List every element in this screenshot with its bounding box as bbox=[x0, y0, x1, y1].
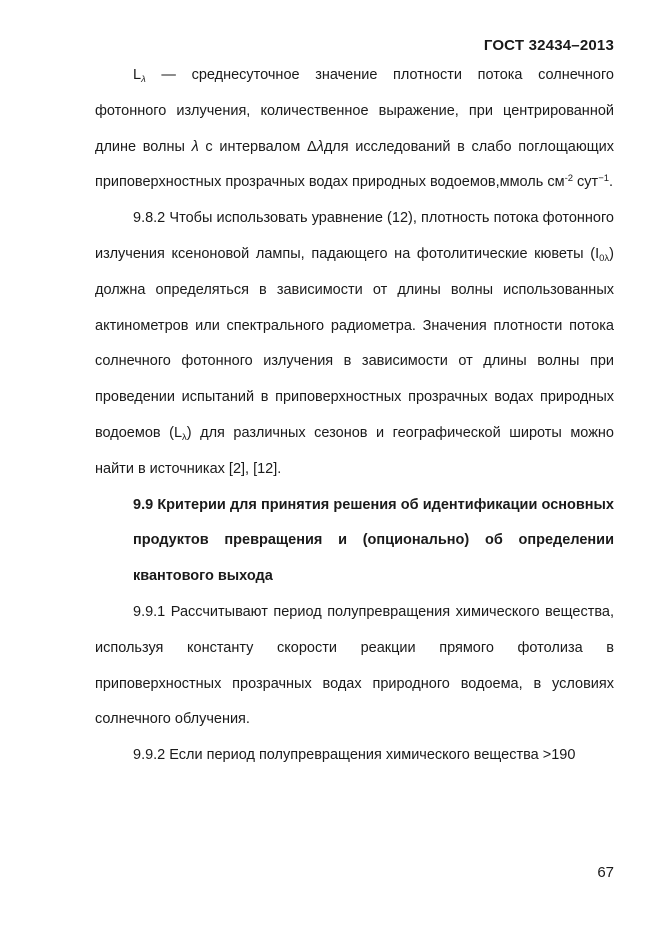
paragraph-9-9-1: 9.9.1 Рассчитывают период полупревращения химического вещества, используя константу скорости реакции прямого фотолиза в приповерхностных прозрачных водах природного водоема, в условиях солнечного облучения. bbox=[95, 603, 614, 728]
unit-exponent-day: −1 bbox=[598, 173, 610, 185]
unit-exponent-cm: -2 bbox=[564, 173, 574, 185]
delta-lambda-symbol: λ bbox=[316, 138, 324, 155]
document-standard-number: ГОСТ 32434–2013 bbox=[483, 37, 614, 54]
section-heading-9-9: 9.9 Критерии для принятия решения об идентификации основных продуктов превращения и (опционально) об определении квантового выхода bbox=[133, 496, 614, 585]
paragraph-9-8-2 bbox=[95, 201, 614, 487]
lambda-symbol: λ bbox=[191, 138, 199, 155]
paragraph-definition-l-lambda bbox=[95, 58, 614, 201]
symbol-l-subscript: λ bbox=[141, 74, 146, 85]
definition-text-3: для исследований в слабо поглощающих приповерхностных прозрачных водах природных водоемов,ммоль см bbox=[95, 138, 615, 191]
document-body bbox=[95, 58, 614, 774]
paragraph-9-8-2-text-2: ) должна определяться в зависимости от длины волны использованных актинометров или спектрального радиометра. Значения плотности потока солнечного фотонного излучения в зависимости от длины волны при проведении испытаний в приповерхностных прозрачных водах природных водоемов (L bbox=[95, 245, 614, 441]
paragraph-9-8-2-text-3: ) для различных сезонов и географической широты можно найти в источниках [2], [12]. bbox=[95, 424, 614, 477]
paragraph-9-8-2-text-1: 9.8.2 Чтобы использовать уравнение (12), плотность потока фотонного излучения ксеноновой лампы, падающего на фотолитические кюветы (I bbox=[95, 210, 614, 262]
symbol-l: L bbox=[133, 67, 142, 83]
i-zero-lambda-subscript: 0λ bbox=[599, 252, 610, 264]
em-dash: — bbox=[145, 67, 192, 83]
l-lambda-subscript: λ bbox=[182, 431, 187, 443]
definition-text-5: . bbox=[609, 174, 614, 191]
page-number: 67 bbox=[597, 864, 614, 881]
definition-text-1: среднесуточное значение плотности потока солнечного фотонного излучения, количественное выражение, при центрированной длине волны bbox=[95, 67, 614, 155]
paragraph-9-9-2: 9.9.2 Если период полупревращения химического вещества >190 bbox=[133, 747, 576, 764]
delta-symbol: Δ bbox=[307, 138, 317, 155]
definition-text-4: сут bbox=[573, 174, 599, 191]
definition-text-2: с интервалом bbox=[198, 138, 308, 155]
